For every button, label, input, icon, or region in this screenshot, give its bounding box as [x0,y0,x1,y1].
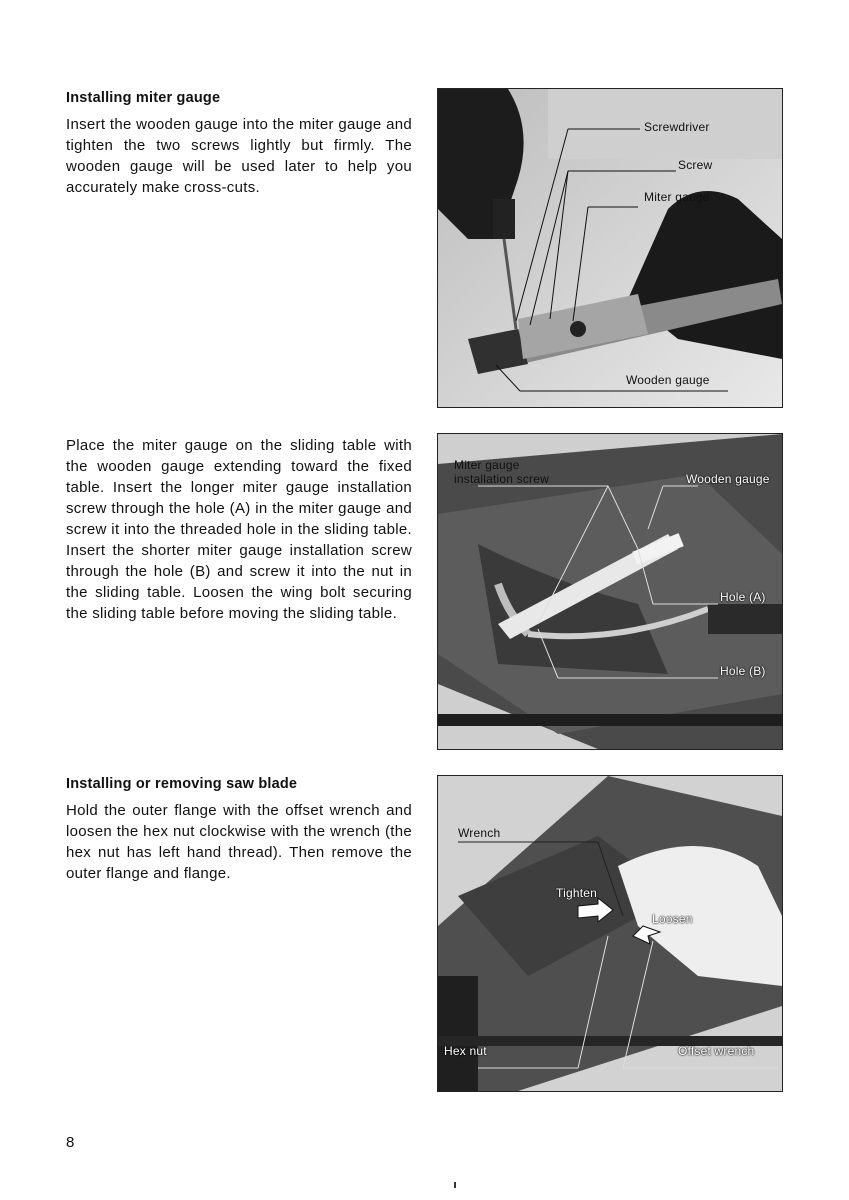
label-loosen: Loosen [652,912,693,926]
section-text-saw-blade: Hold the outer flange with the offset wrench and loosen the hex nut clockwise with the wrench (the hex nut has left hand thread). Then remove the outer flange and flange. [66,802,412,882]
label-wooden-gauge-2: Wooden gauge [686,472,770,486]
label-wrench: Wrench [458,826,501,840]
figure-miter-gauge-photo [437,88,783,408]
label-tighten: Tighten [556,886,597,900]
label-hex-nut: Hex nut [444,1044,487,1058]
label-offset-wrench: Offset wrench [678,1044,755,1058]
label-miter-gauge: Miter gauge [644,190,710,204]
figure-saw-blade-photo [437,775,783,1092]
label-hole-b: Hole (B) [720,664,766,678]
page-mark [454,1182,456,1188]
label-screwdriver: Screwdriver [644,120,710,134]
section-text-miter-gauge: Insert the wooden gauge into the miter gauge and tighten the two screws lightly but firmly. The wooden gauge will be used later to help you accurately make cross-cuts. [66,116,412,196]
label-screw: Screw [678,158,713,172]
page-number: 8 [66,1134,75,1151]
section-title-miter-gauge: Installing miter gauge [66,90,221,106]
label-hole-a: Hole (A) [720,590,766,604]
figure-miter-gauge-illustration [438,89,782,407]
section-title-saw-blade: Installing or removing saw blade [66,776,298,792]
label-wooden-gauge: Wooden gauge [626,373,710,387]
figure-sliding-table-photo [437,433,783,750]
label-miter-gauge-screw-line2: installation screw [454,472,549,486]
label-miter-gauge-screw-line1: Miter gauge [454,458,520,472]
section-text-miter-installation: Place the miter gauge on the sliding table with the wooden gauge extending toward the fixed table. Insert the longer miter gauge installation screw through the hole (A) in the miter gauge and screw it into the threaded hole in the sliding table. Insert the shorter miter gauge installation screw through the hole (B) and screw it into the nut in the sliding table. Loosen the wing bolt securing the sliding table before moving the sliding table. [66,437,412,622]
